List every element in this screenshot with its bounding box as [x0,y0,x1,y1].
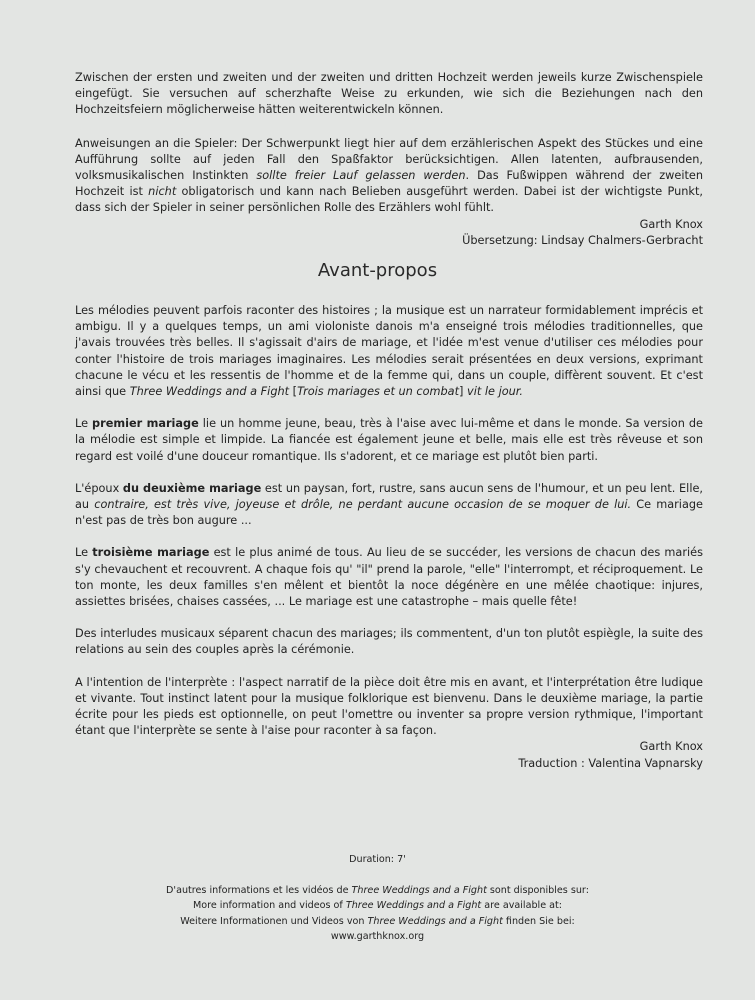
french-paragraph-3 [75,481,703,530]
italic-span: contraire, est très vive, joyeuse et drôle, ne perdant aucune occasion de se moquer de lui. [94,498,632,512]
info-line-en [0,898,755,913]
text-span: Le [75,417,93,431]
text-span: . Das Fußwippen während der zweiten Hochzeit ist [75,169,703,199]
bold-span: troisième mariage [92,546,210,560]
french-translation-credit: Traduction : Valentina Vapnarsky [518,756,703,770]
french-paragraph-6: A l'intention de l'interprète : l'aspect narratif de la pièce doit être mis en avant, et l'interprétation être ludique et vivante. Tout instinct latent pour la musique folklorique est bienvenu. Dans le deuxième mariage, la partie écrite pour les pieds est optionnelle, on peut l'omettre ou inventer sa propre version rythmique, l'important étant que l'interprète se sente à l'aise pour raconter à sa façon. [75,675,703,738]
french-author: Garth Knox [639,740,703,754]
text-span: are available at: [481,900,563,912]
italic-span: Three Weddings and a Fight [351,885,487,896]
bold-span: premier mariage [92,417,199,431]
italic-span: Three Weddings and a Fight [345,900,482,912]
website-link[interactable]: www.garthknox.org [330,931,425,943]
italic-span: Three Weddings and a Fight [129,385,290,399]
french-paragraph-5: Des interludes musicaux séparent chacun des mariages; ils commentent, d'un ton plutôt espiègle, la suite des relations au sein des couples après la cérémonie. [75,627,703,657]
text-span: Le [75,546,93,560]
text-span: Weitere Informationen und Videos von [180,915,368,927]
italic-span: nicht [148,185,177,199]
text-span: finden Sie bei: [502,915,575,927]
german-author: Garth Knox [639,217,703,231]
text-span: Ce mariage n'est pas de très bon augure ... [75,498,703,528]
text-span: L'époux [75,481,123,495]
french-paragraph-2 [75,416,703,465]
german-translation-credit: Übersetzung: Lindsay Chalmers-Gerbracht [462,233,703,247]
text-span: est un paysan, fort, rustre, sans aucun sens de l'humour, et un peu lent. Elle, au [75,481,703,512]
text-span: obligatorisch und kann nach Belieben ausgeführt werden. Dabei ist der wichtigste Punkt, dass sich der Spieler in seiner persönlichen Rolle des Erzählers wohl fühlt. [75,185,703,215]
text-span: [ [289,385,298,399]
german-paragraph-1: Zwischen der ersten und zweiten und der zweiten und dritten Hochzeit werden jeweils kurze Zwischenspiele eingefügt. Sie versuchen auf scherzhafte Weise zu erkunden, wie sich die Beziehungen nach den Hochzeitsfeiern möglicherweise hätten weiterentwickeln können. [75,71,703,117]
text-span: sont disponibles sur: [486,885,589,896]
info-line-de [0,914,755,929]
french-paragraph-4 [75,545,703,610]
page-title: Avant-propos [317,260,438,281]
german-paragraph-2 [75,136,703,217]
text-span: Anweisungen an die Spieler: Der Schwerpunkt liegt hier auf dem erzählerischen Aspekt des Stückes und eine Aufführung sollte auf jeden Fall den Spaßfaktor berücksichtigen. Allen latenten, aufbrausenden, volksmusikalischen Instinkten [75,136,703,183]
text-span: Les mélodies peuvent parfois raconter des histoires ; la musique est un narrateur formidablement imprécis et ambigu. Il y a quelques temps, un ami violoniste danois m'a enseigné trois mélodies traditionnelles, que j'avais trouvées très belles. Il s'agissait d'airs de mariage, et l'idée m'est venue d'utiliser ces mélodies pour conter l'histoire de trois mariages imaginaires. Les mélodies serait présentées en deux versions, exprimant chacune le vécu et les ressentis de l'homme et de la femme qui, dans un couple, diffèrent souvent. Et c'est ainsi que [75,304,703,399]
german-section [75,70,703,249]
italic-span: Trois mariages et un combat [297,385,460,399]
text-span: est le plus animé de tous. Au lieu de se succéder, les versions de chacun des mariés s'y chevauchent et recouvrent. A chaque fois qu' "il" prend la parole, "elle" l'interrompt, et réciproquement. Le ton monte, les deux familles s'en mêlent et bientôt la noce dégénère en une mêlée chaotique: injures, assiettes brisées, chaises cassées, ... Le mariage est une catastrophe – mais quelle fête! [75,546,703,609]
italic-span: vit le jour. [467,385,523,399]
french-paragraph-1 [75,303,703,400]
bold-span: du deuxième mariage [122,481,262,495]
text-span: ] [459,385,468,399]
info-line-fr [0,883,755,898]
text-span: lie un homme jeune, beau, très à l'aise avec lui-même et dans le monde. Sa version de la mélodie est simple et limpide. La fiancée est également jeune et belle, mais elle est très rêveuse et son regard est voilé d'une douceur romantique. Ils s'adorent, et ce mariage est plutôt bien parti. [75,417,703,463]
italic-span: Three Weddings and a Fight [367,915,503,927]
italic-span: sollte freier Lauf gelassen werden [256,169,466,183]
duration: Duration: 7' [349,854,406,865]
text-span: D'autres informations et les vidéos de [166,885,352,896]
info-footer [0,883,755,945]
french-section [75,303,703,772]
text-span: More information and videos of [192,900,346,912]
